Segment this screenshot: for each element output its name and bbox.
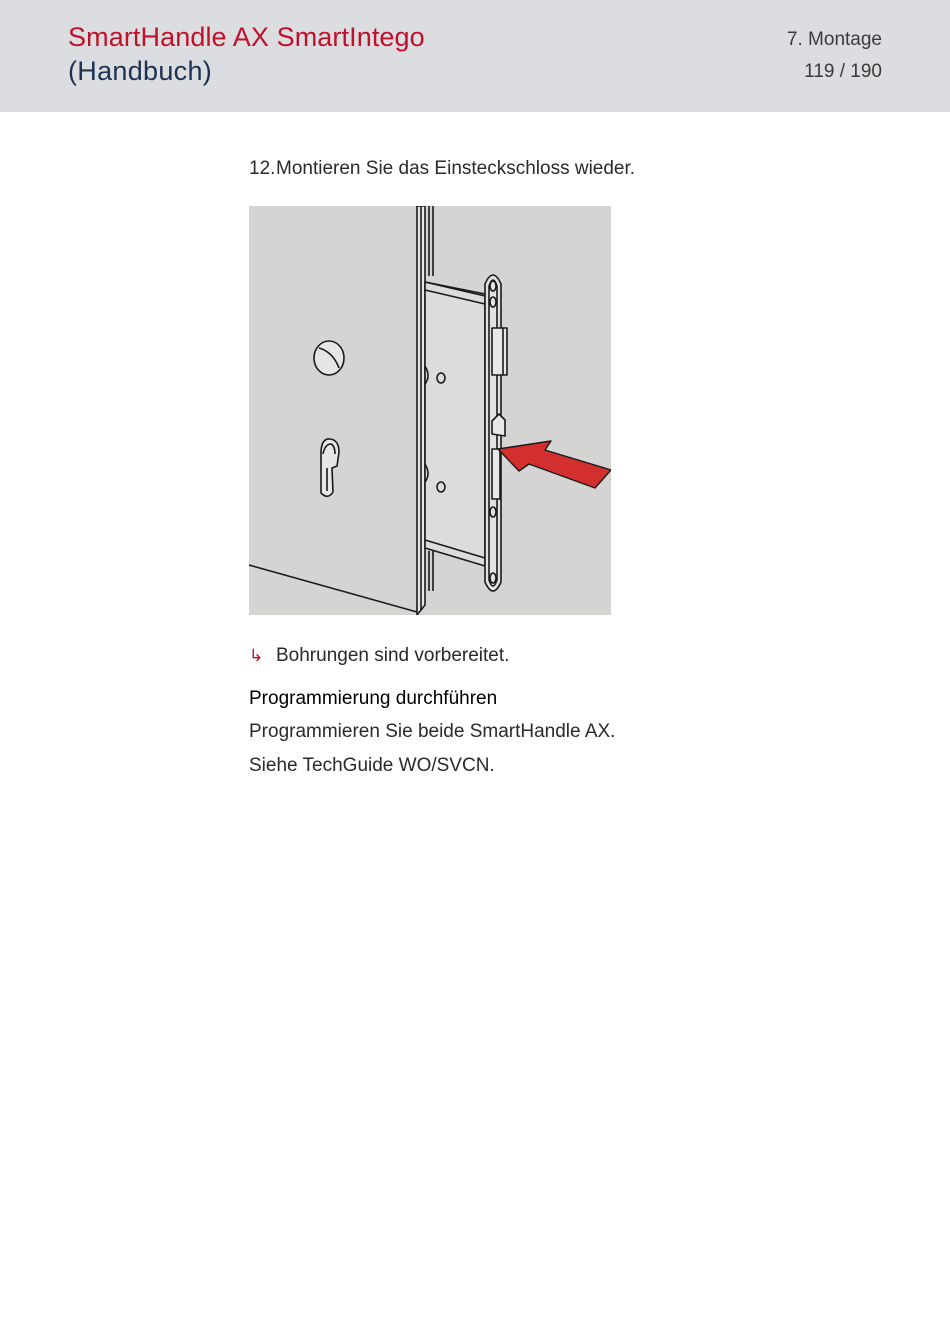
- step-text: Montieren Sie das Einsteckschloss wieder.: [276, 158, 636, 179]
- result-arrow-icon: ↳: [249, 646, 264, 665]
- paragraph-programming: Programmieren Sie beide SmartHandle AX.: [249, 721, 616, 742]
- result-text: Bohrungen sind vorbereitet.: [276, 645, 510, 666]
- page-number: 119 / 190: [804, 61, 882, 82]
- step-number: 12.: [249, 158, 276, 179]
- document-subtitle: (Handbuch): [68, 56, 213, 86]
- document-title: SmartHandle AX SmartIntego: [68, 22, 425, 52]
- mortise-lock-illustration: [249, 206, 611, 615]
- result-item: [249, 645, 509, 667]
- page-header: [0, 0, 950, 112]
- chapter-label: 7. Montage: [786, 29, 882, 50]
- section-heading: Programmierung durchführen: [249, 688, 498, 709]
- step-item: [249, 158, 635, 180]
- paragraph-reference: Siehe TechGuide WO/SVCN.: [249, 755, 495, 776]
